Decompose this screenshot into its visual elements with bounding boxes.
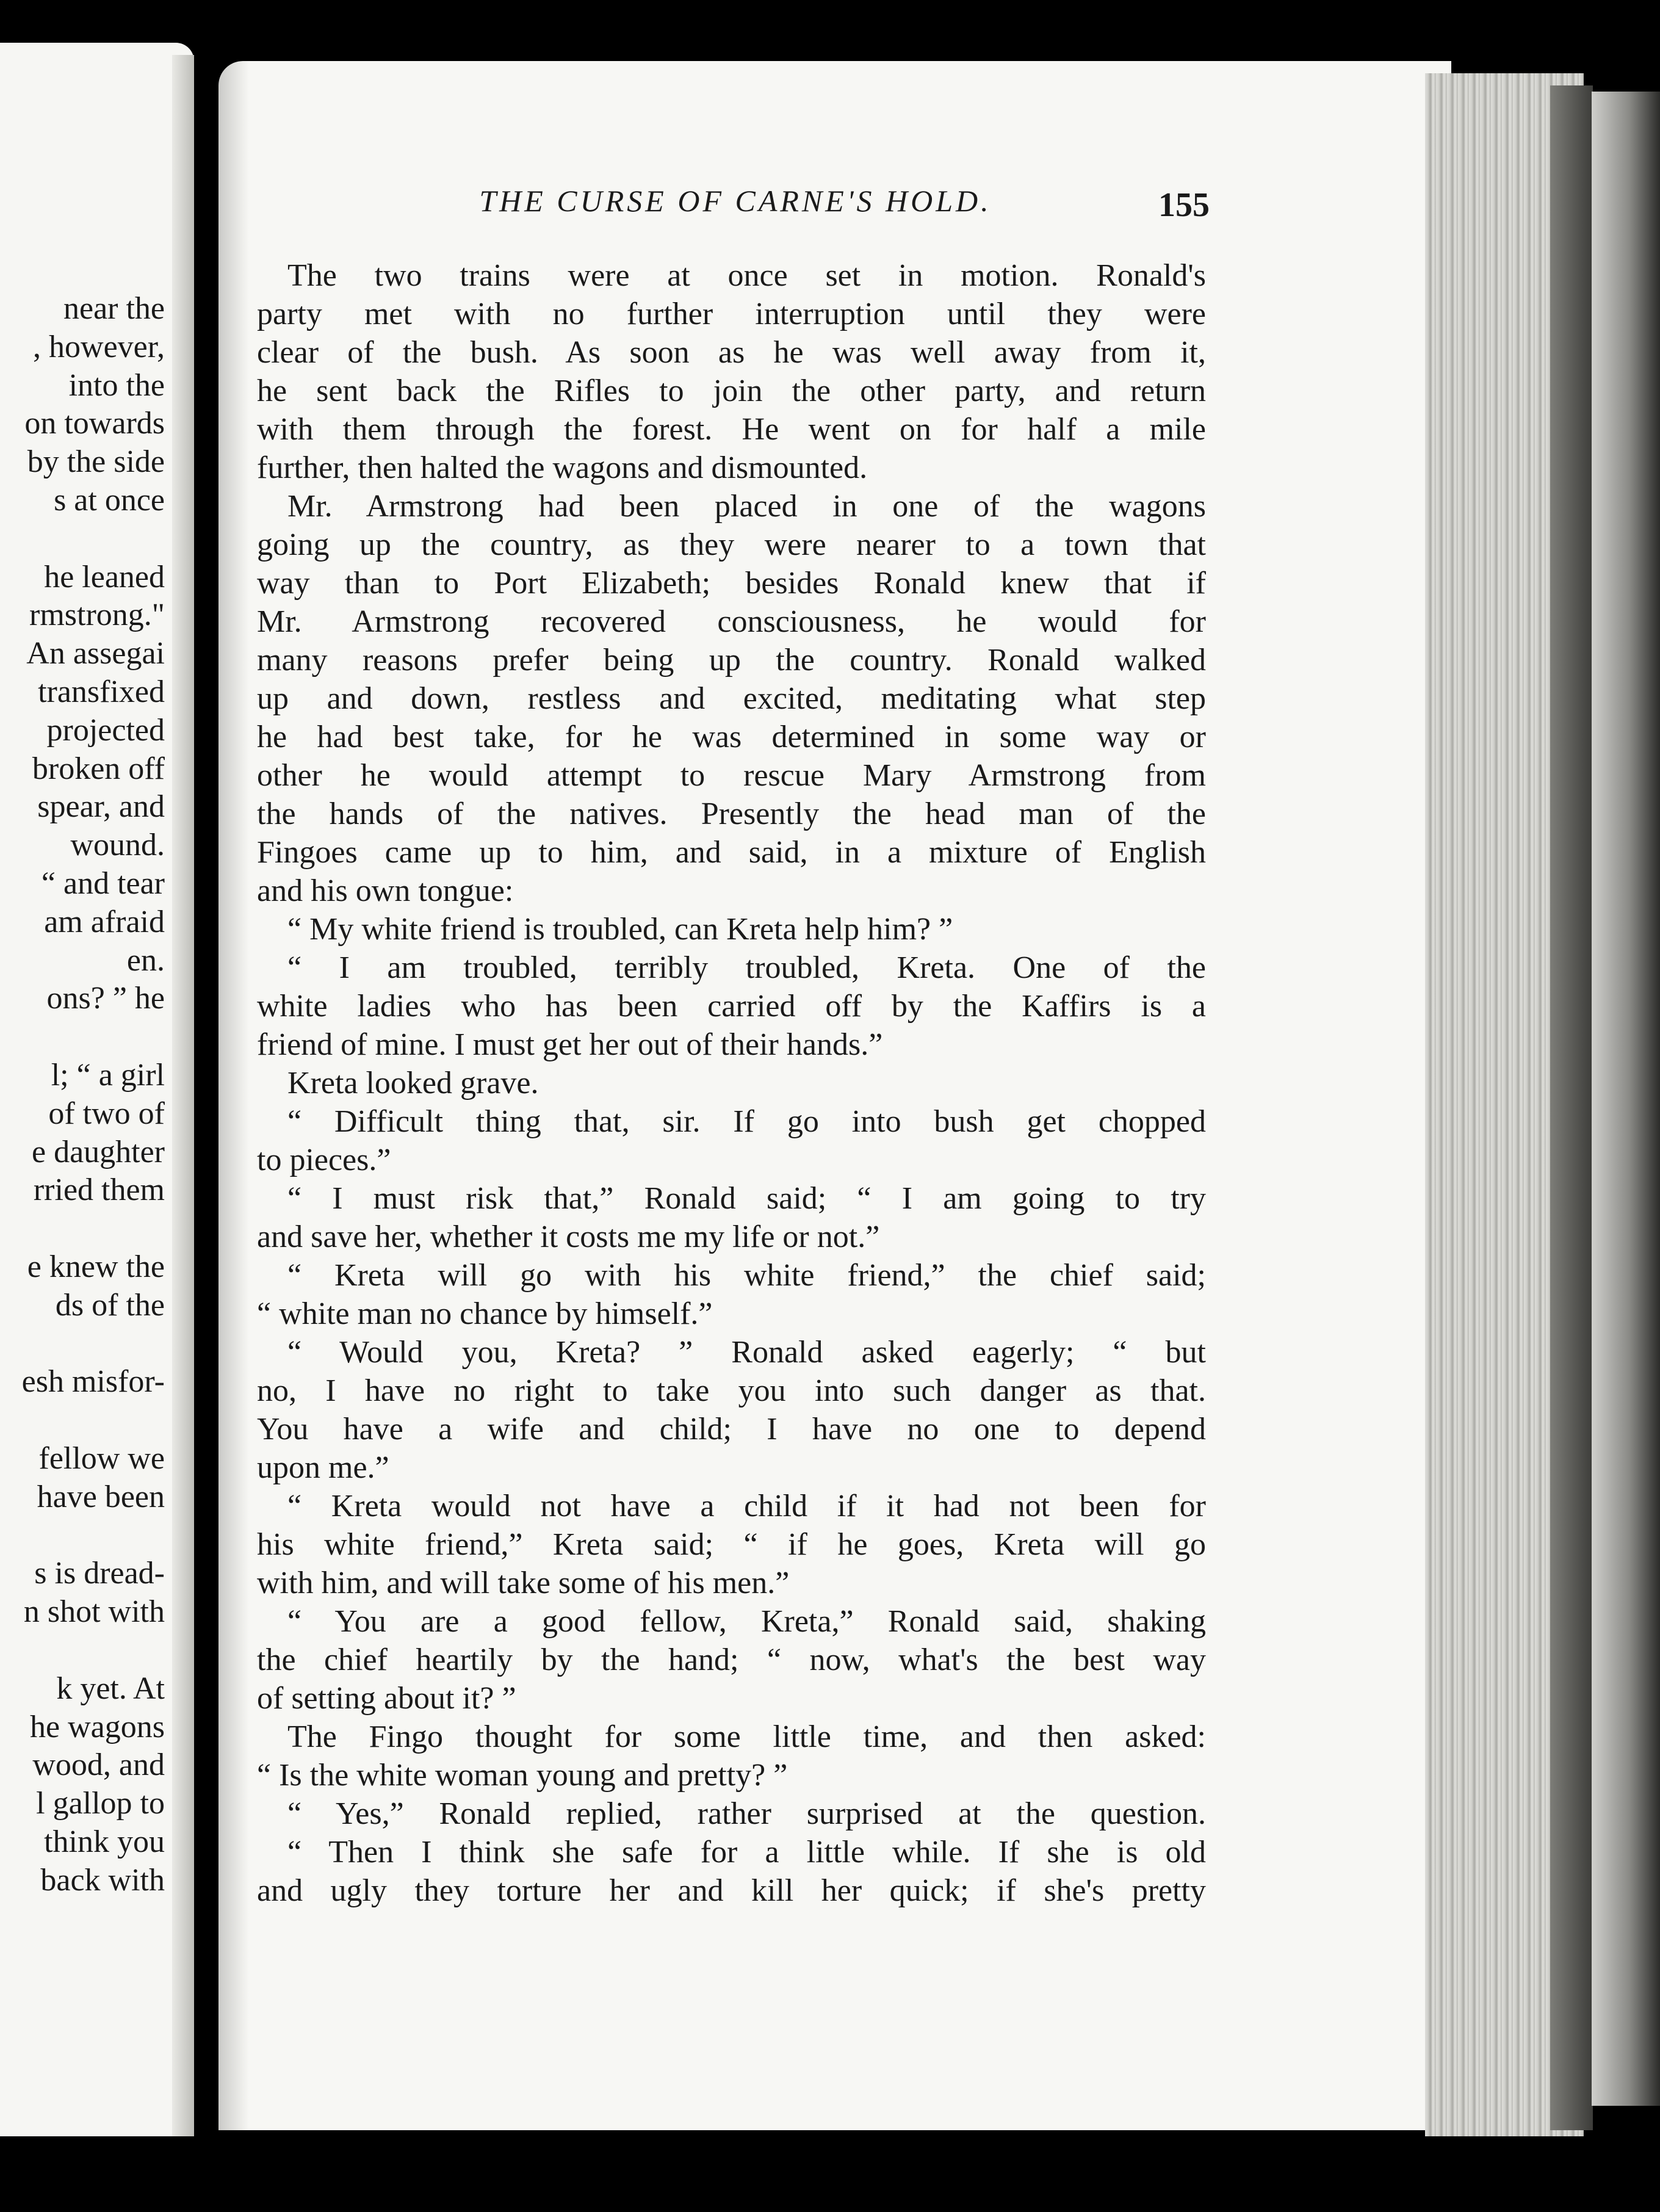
text-line: “ Kreta would not have a child if it had not been for	[287, 1489, 1206, 1523]
text-line: Fingoes came up to him, and said, in a mixture of English	[257, 835, 1206, 870]
text-line: with them through the forest. He went on for half a mile	[257, 412, 1206, 447]
text-line: “ Then I think she safe for a little while. If she is old	[287, 1835, 1206, 1870]
text-line: and save her, whether it costs me my life or not.”	[257, 1220, 880, 1254]
running-head: THE CURSE OF CARNE'S HOLD.	[479, 184, 992, 218]
text-line: “ My white friend is troubled, can Kreta help him? ”	[287, 912, 953, 947]
text-line: further, then halted the wagons and dismounted.	[257, 450, 868, 485]
text-line: clear of the bush. As soon as he was well away from it,	[257, 335, 1206, 370]
text-line: the chief heartily by the hand; “ now, what's the best way	[257, 1643, 1206, 1677]
left-page-fragment: ons? ” he	[46, 981, 165, 1016]
left-page-fragment: think you	[44, 1824, 165, 1859]
text-line: “ white man no chance by himself.”	[257, 1296, 713, 1331]
left-page-fragment: en.	[126, 942, 165, 978]
left-page-fragment: “ and tear	[41, 866, 165, 901]
text-line: with him, and will take some of his men.”	[257, 1566, 790, 1600]
text-line: of setting about it? ”	[257, 1681, 516, 1716]
text-line: and ugly they torture her and kill her quick; if she's pretty	[257, 1873, 1206, 1908]
left-page-fragment: An assegai	[26, 636, 165, 671]
text-line: his white friend,” Kreta said; “ if he goes, Kreta will go	[257, 1527, 1206, 1562]
text-line: white ladies who has been carried off by the Kaffirs is a	[257, 989, 1206, 1024]
text-line: Kreta looked grave.	[287, 1066, 539, 1101]
text-line: the hands of the natives. Presently the head man of the	[257, 797, 1206, 831]
left-page-fragment: n shot with	[23, 1594, 165, 1630]
book-cover-edge	[1550, 85, 1593, 2130]
left-page-fragment: by the side	[27, 444, 165, 480]
text-line: up and down, restless and excited, meditating what step	[257, 681, 1206, 716]
left-facing-page	[0, 43, 194, 2136]
left-page-fragment: wood, and	[32, 1748, 165, 1783]
book-spine-edge	[1592, 92, 1660, 2106]
left-page-fragment: , however,	[33, 329, 165, 364]
left-page-fragment: transfixed	[38, 674, 165, 709]
left-page-fragment: s is dread-	[34, 1556, 165, 1591]
text-line: “ Would you, Kreta? ” Ronald asked eagerly; “ but	[287, 1335, 1206, 1370]
text-line: “ Difficult thing that, sir. If go into bush get chopped	[287, 1104, 1206, 1139]
text-line: “ I am troubled, terribly troubled, Kreta. One of the	[287, 950, 1206, 985]
text-line: You have a wife and child; I have no one to depend	[257, 1412, 1206, 1447]
left-page-fragment: broken off	[32, 751, 165, 786]
left-page-fragment: k yet. At	[56, 1671, 165, 1706]
text-line: upon me.”	[257, 1450, 389, 1485]
text-line: and his own tongue:	[257, 873, 514, 908]
gutter-shadow	[218, 61, 249, 2130]
text-line: no, I have no right to take you into such danger as that.	[257, 1373, 1206, 1408]
left-page-fragment: back with	[40, 1862, 165, 1898]
text-line: “ I must risk that,” Ronald said; “ I am going to try	[287, 1181, 1206, 1216]
text-line: “ Is the white woman young and pretty? ”	[257, 1758, 788, 1793]
left-page-fragment: am afraid	[44, 904, 165, 939]
left-page-fragment: projected	[46, 712, 165, 748]
left-page-fragment: near the	[63, 291, 165, 326]
left-page-fragment: rried them	[33, 1173, 165, 1208]
left-page-fragment: he wagons	[30, 1709, 165, 1744]
text-line: other he would attempt to rescue Mary Armstrong from	[257, 758, 1206, 793]
left-page-fragment: esh misfor-	[21, 1364, 165, 1400]
left-page-fragment: e daughter	[31, 1134, 165, 1169]
left-page-fragment: s at once	[54, 483, 165, 518]
left-page-gutter	[172, 55, 194, 2136]
left-page-fragment: wound.	[70, 828, 165, 863]
text-line: “ Yes,” Ronald replied, rather surprised at the question.	[287, 1796, 1206, 1831]
left-page-fragment: have been	[37, 1479, 165, 1514]
text-line: Mr. Armstrong had been placed in one of the wagons	[287, 489, 1206, 524]
text-line: going up the country, as they were nearer to a town that	[257, 527, 1206, 562]
text-line: The Fingo thought for some little time, and then asked:	[287, 1719, 1206, 1754]
text-line: Mr. Armstrong recovered consciousness, he would for	[257, 604, 1206, 639]
left-page-fragment: into the	[68, 367, 165, 403]
text-line: he had best take, for he was determined in some way or	[257, 720, 1206, 754]
left-page-fragment: l gallop to	[36, 1786, 165, 1821]
text-line: friend of mine. I must get her out of their hands.”	[257, 1027, 883, 1062]
left-page-fragment: ds of the	[55, 1287, 165, 1323]
text-line: to pieces.”	[257, 1143, 391, 1177]
left-page-fragment: spear, and	[37, 789, 165, 825]
page-number: 155	[1158, 186, 1210, 224]
text-line: way than to Port Elizabeth; besides Ronald knew that if	[257, 566, 1206, 601]
text-line: The two trains were at once set in motion. Ronald's	[287, 258, 1206, 293]
text-line: party met with no further interruption until they were	[257, 297, 1206, 331]
left-page-fragment: he leaned	[44, 559, 165, 595]
left-page-fragment: fellow we	[38, 1441, 165, 1476]
left-page-fragment: e knew the	[27, 1249, 165, 1284]
left-page-fragment: l; “ a girl	[51, 1058, 165, 1093]
text-line: “ Kreta will go with his white friend,” the chief said;	[287, 1258, 1206, 1293]
text-line: many reasons prefer being up the country. Ronald walked	[257, 643, 1206, 678]
left-page-fragment: of two of	[48, 1096, 165, 1131]
left-page-fragment: rmstrong."	[29, 598, 165, 633]
left-page-fragment: on towards	[24, 406, 165, 441]
text-line: he sent back the Rifles to join the other party, and return	[257, 374, 1206, 408]
text-line: “ You are a good fellow, Kreta,” Ronald said, shaking	[287, 1604, 1206, 1639]
